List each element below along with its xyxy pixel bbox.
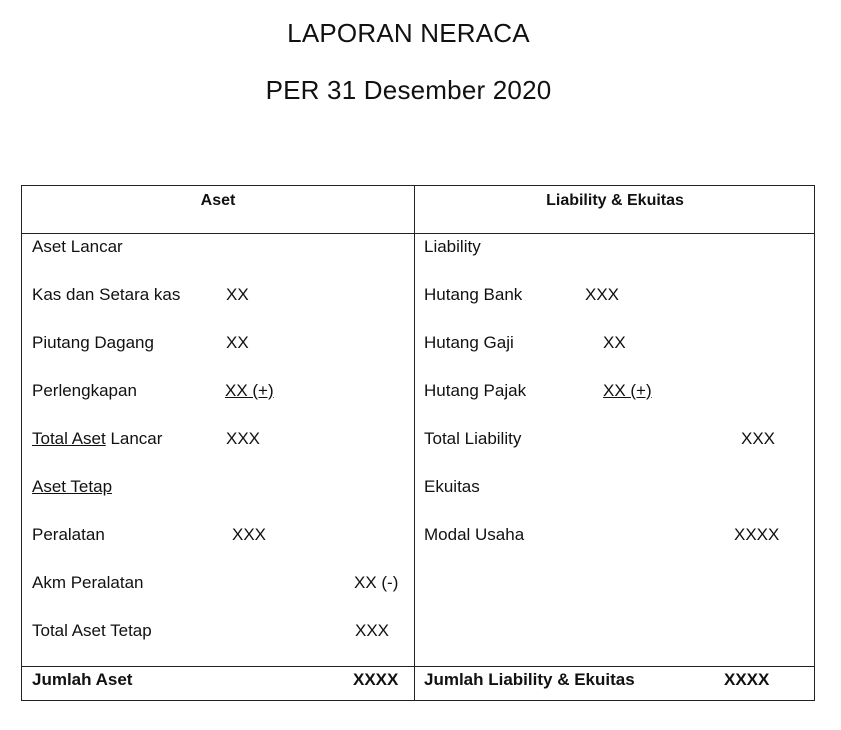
modal-usaha-value: XXXX [734,525,780,544]
jumlah-aset-label: Jumlah Aset [32,670,133,689]
header-divider [22,233,814,234]
balance-sheet-table [21,185,815,701]
jumlah-liability-ekuitas-value: XXXX [724,670,770,689]
total-aset-tetap-label: Total Aset Tetap [32,621,152,640]
peralatan-label: Peralatan [32,525,105,544]
hutang-pajak-value: XX (+) [603,381,652,400]
kas-label: Kas dan Setara kas [32,285,181,304]
peralatan-value: XXX [232,525,267,544]
footer-divider [22,666,814,667]
total-aset-lancar-value: XXX [226,429,261,448]
total-aset-tetap-value: XXX [355,621,390,640]
hutang-gaji-value: XX [603,333,626,352]
total-aset-rest: Lancar [105,429,163,448]
akm-peralatan-label: Akm Peralatan [32,573,144,592]
hutang-gaji-label: Hutang Gaji [424,333,514,352]
perlengkapan-label: Perlengkapan [32,381,137,400]
jumlah-aset-value: XXXX [353,670,399,689]
jumlah-liability-ekuitas-label: Jumlah Liability & Ekuitas [424,670,635,689]
perlengkapan-value: XX (+) [225,381,274,400]
piutang-value: XX [226,333,249,352]
header-liability-ekuitas: Liability & Ekuitas [546,192,684,209]
hutang-bank-value: XXX [585,285,620,304]
kas-value: XX [226,285,249,304]
total-aset-lancar-label [32,427,162,451]
aset-lancar-label: Aset Lancar [32,237,123,256]
header-aset: Aset [200,192,236,209]
aset-tetap-label: Aset Tetap [32,477,113,496]
piutang-label: Piutang Dagang [32,333,154,352]
column-divider [414,186,415,700]
ekuitas-label: Ekuitas [424,477,480,496]
report-date: PER 31 Desember 2020 [265,75,552,105]
modal-usaha-label: Modal Usaha [424,525,525,544]
report-title: LAPORAN NERACA [287,18,530,48]
total-liability-value: XXX [741,429,776,448]
total-liability-label: Total Liability [424,429,522,448]
total-aset-underlined: Total Aset [32,429,106,448]
liability-label: Liability [424,237,481,256]
akm-peralatan-value: XX (-) [354,573,399,592]
hutang-bank-label: Hutang Bank [424,285,523,304]
hutang-pajak-label: Hutang Pajak [424,381,527,400]
